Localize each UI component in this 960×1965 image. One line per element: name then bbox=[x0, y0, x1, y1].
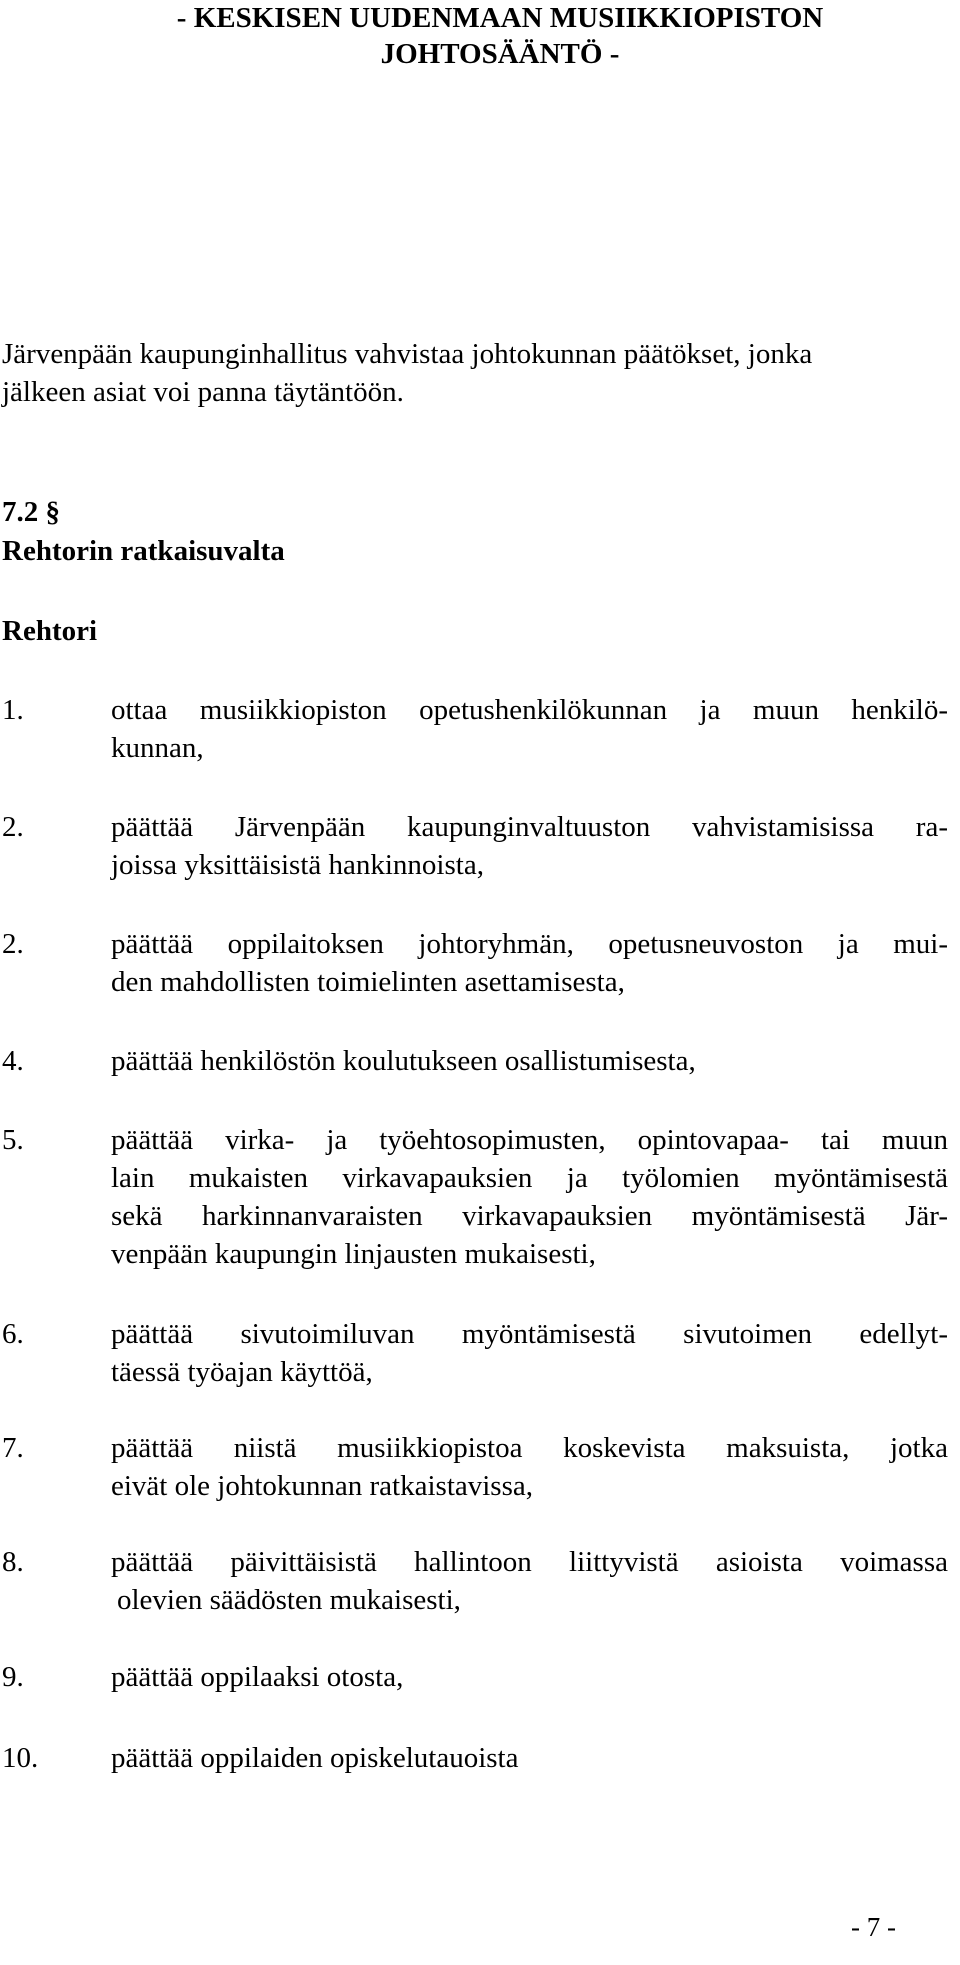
list-item-line: venpään kaupungin linjausten mukaisesti, bbox=[111, 1238, 596, 1270]
list-item-body bbox=[111, 691, 948, 767]
list-item-line: eivät ole johtokunnan ratkaistavissa, bbox=[111, 1470, 534, 1502]
section-title: Rehtorin ratkaisuvalta bbox=[2, 535, 285, 567]
list-item-line: päättää oppilaaksi otosta, bbox=[111, 1661, 404, 1693]
section-number: 7.2 § bbox=[2, 496, 60, 528]
list-item-line: olevien säädösten mukaisesti, bbox=[117, 1584, 461, 1616]
list-item-line: joissa yksittäisistä hankinnoista, bbox=[111, 849, 484, 881]
intro-paragraph bbox=[2, 335, 950, 411]
list-item-line: täessä työajan käyttöä, bbox=[111, 1356, 373, 1388]
list-item-line: päättää oppilaiden opiskelutauoista bbox=[111, 1742, 519, 1774]
document-header bbox=[0, 0, 960, 72]
header-line-2: JOHTOSÄÄNTÖ - bbox=[380, 38, 620, 70]
list-item-body bbox=[111, 1042, 948, 1080]
list-item-line: päättää oppilaitoksen johtoryhmän, opetusneuvoston ja mui- bbox=[111, 928, 948, 960]
list-item-body bbox=[111, 925, 948, 1001]
page-number: - 7 - bbox=[851, 1912, 896, 1942]
list-item-number: 2. bbox=[2, 811, 24, 843]
list-item-number: 9. bbox=[2, 1661, 24, 1693]
list-item-body bbox=[111, 1543, 948, 1619]
list-item-line: ottaa musiikkiopiston opetushenkilökunnan ja muun henkilö- bbox=[111, 694, 948, 726]
list-item-body bbox=[111, 1658, 948, 1696]
list-item-number: 7. bbox=[2, 1432, 24, 1464]
intro-line-1: Järvenpään kaupunginhallitus vahvistaa johtokunnan päätökset, jonka bbox=[2, 338, 813, 370]
list-item-line: den mahdollisten toimielinten asettamisesta, bbox=[111, 966, 625, 998]
list-item-line: kunnan, bbox=[111, 732, 204, 764]
list-item-number: 5. bbox=[2, 1124, 24, 1156]
list-item-number: 10. bbox=[2, 1742, 39, 1774]
list-item-line: sekä harkinnanvaraisten virkavapauksien myöntämisestä Jär- bbox=[111, 1200, 948, 1232]
list-item-number: 8. bbox=[2, 1546, 24, 1578]
list-item-number: 2. bbox=[2, 928, 24, 960]
list-item-line: päättää virka- ja työehtosopimusten, opintovapaa- tai muun bbox=[111, 1124, 948, 1156]
intro-line-2: jälkeen asiat voi panna täytäntöön. bbox=[2, 376, 404, 408]
list-item-number: 1. bbox=[2, 694, 24, 726]
list-item-line: päättää päivittäisistä hallintoon liittyvistä asioista voimassa bbox=[111, 1546, 948, 1578]
header-line-1: - KESKISEN UUDENMAAN MUSIIKKIOPISTON bbox=[176, 2, 824, 34]
list-item-body bbox=[111, 1739, 948, 1777]
actor-heading: Rehtori bbox=[2, 615, 98, 647]
list-item-body bbox=[111, 808, 948, 884]
list-item-line: päättää Järvenpään kaupunginvaltuuston vahvistamisissa ra- bbox=[111, 811, 948, 843]
list-item-number: 6. bbox=[2, 1318, 24, 1350]
page-footer bbox=[0, 1909, 960, 1945]
list-item-number: 4. bbox=[2, 1045, 24, 1077]
list-item-line: lain mukaisten virkavapauksien ja työlomien myöntämisestä bbox=[111, 1162, 948, 1194]
list-item-body bbox=[111, 1429, 948, 1505]
list-item-body bbox=[111, 1315, 948, 1391]
list-item-line: päättää henkilöstön koulutukseen osallistumisesta, bbox=[111, 1045, 696, 1077]
list-item-body bbox=[111, 1121, 948, 1273]
list-item-line: päättää sivutoimiluvan myöntämisestä sivutoimen edellyt- bbox=[111, 1318, 948, 1350]
list-item-line: päättää niistä musiikkiopistoa koskevista maksuista, jotka bbox=[111, 1432, 948, 1464]
